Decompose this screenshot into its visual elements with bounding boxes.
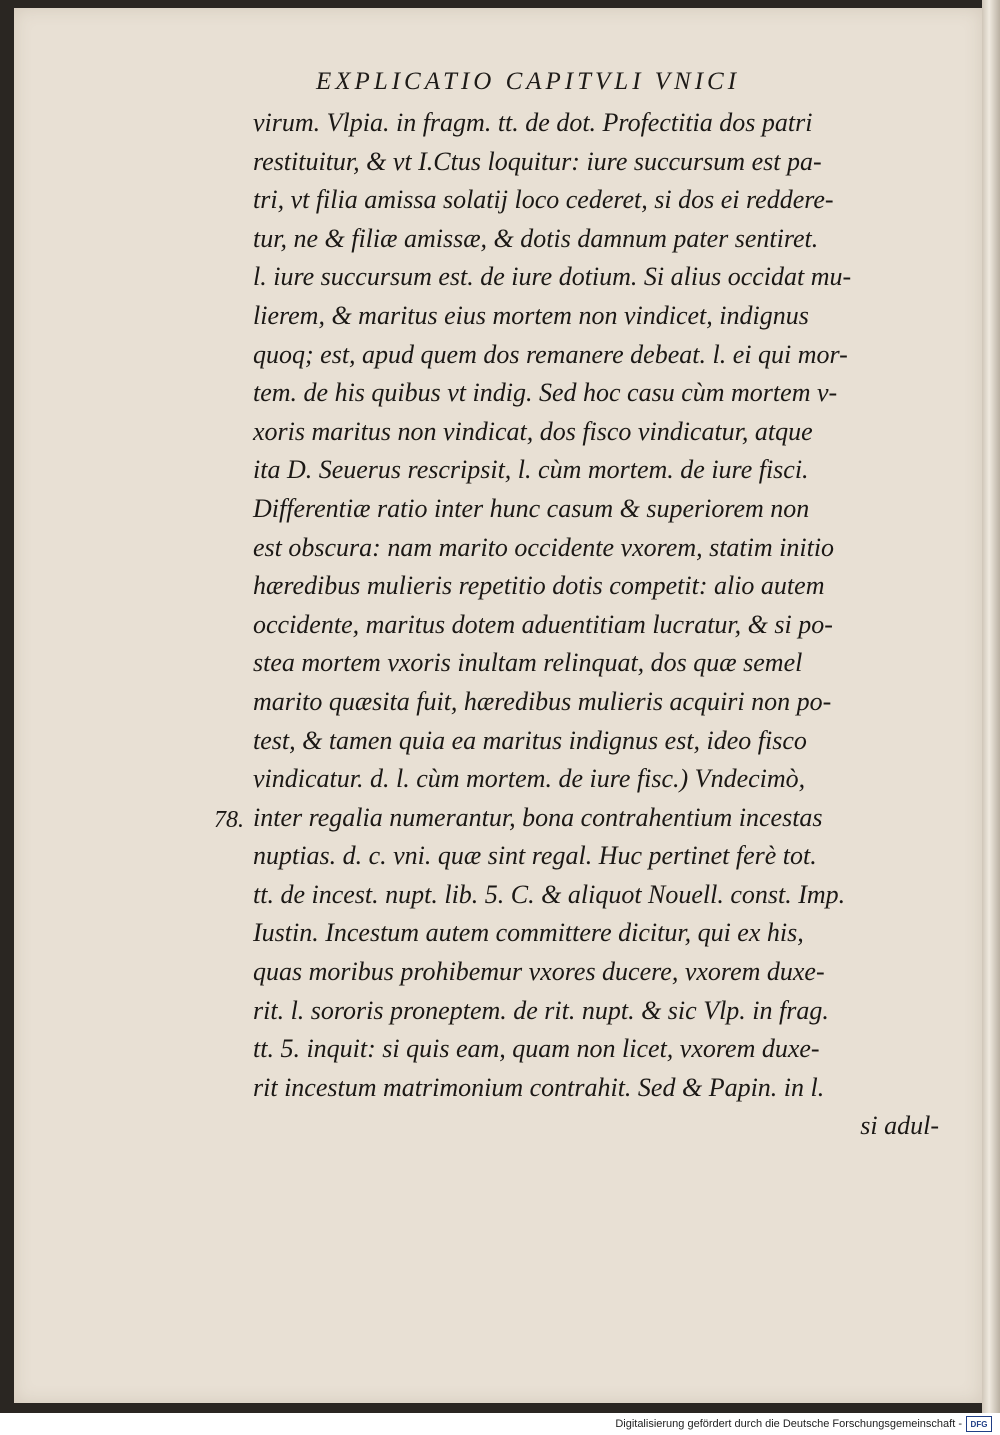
body-text [253,104,953,1146]
text-line: nuptias. d. c. vni. quæ sint regal. Huc pertinet ferè tot. [253,841,817,871]
catchword: si adul- [860,1111,939,1141]
text-line: quoq; est, apud quem dos remanere debeat. l. ei qui mor- [253,339,848,369]
text-line: inter regalia numerantur, bona contrahentium incestas [253,802,823,832]
page-edge [982,0,1000,1413]
text-line: Iustin. Incestum autem committere dicitur, qui ex his, [253,918,804,948]
text-line: tt. de incest. nupt. lib. 5. C. & aliquot Nouell. const. Imp. [253,879,846,909]
text-line: lierem, & maritus eius mortem non vindicet, indignus [253,300,809,330]
text-line: rit incestum matrimonium contrahit. Sed & Papin. in l. [253,1072,825,1102]
digitization-footer [0,1413,1000,1435]
text-line: rit. l. sororis proneptem. de rit. nupt. & sic Vlp. in frag. [253,995,829,1025]
dfg-logo: DFG [966,1416,992,1432]
text-line: occidente, maritus dotem aduentitiam lucratur, & si po- [253,609,833,639]
text-line: restituitur, & vt I.Ctus loquitur: iure succursum est pa- [253,146,822,176]
text-line: hæredibus mulieris repetitio dotis competit: alio autem [253,571,825,601]
text-line: xoris maritus non vindicat, dos fisco vindicatur, atque [253,416,813,446]
text-line: stea mortem vxoris inultam relinquat, dos quæ semel [253,648,803,678]
margin-number: 78. [214,807,244,833]
text-line: virum. Vlpia. in fragm. tt. de dot. Profectitia dos patri [253,108,813,137]
text-line: test, & tamen quia ea maritus indignus est, ideo fisco [253,725,807,755]
running-head: EXPLICATIO CAPITVLI VNICI [316,68,741,95]
footer-credit: Digitalisierung gefördert durch die Deutsche Forschungsgemeinschaft - [615,1418,962,1430]
text-line: tem. de his quibus vt indig. Sed hoc casu cùm mortem v- [253,378,838,408]
text-line: tur, ne & filiæ amissæ, & dotis damnum pater sentiret. [253,223,819,253]
text-line: l. iure succursum est. de iure dotium. Si alius occidat mu- [253,262,852,292]
text-line: Differentiæ ratio inter hunc casum & superiorem non [253,493,810,523]
text-line: ita D. Seuerus rescripsit, l. cùm mortem. de iure fisci. [253,455,809,485]
text-line: quas moribus prohibemur vxores ducere, vxorem duxe- [253,957,825,987]
text-line: vindicatur. d. l. cùm mortem. de iure fisc.) Vndecimò, [253,764,806,794]
text-line: tt. 5. inquit: si quis eam, quam non licet, vxorem duxe- [253,1034,820,1064]
text-line: est obscura: nam marito occidente vxorem, statim initio [253,532,835,562]
text-line: marito quæsita fuit, hæredibus mulieris acquiri non po- [253,686,832,716]
text-line: tri, vt filia amissa solatij loco cederet, si dos ei reddere- [253,185,834,215]
